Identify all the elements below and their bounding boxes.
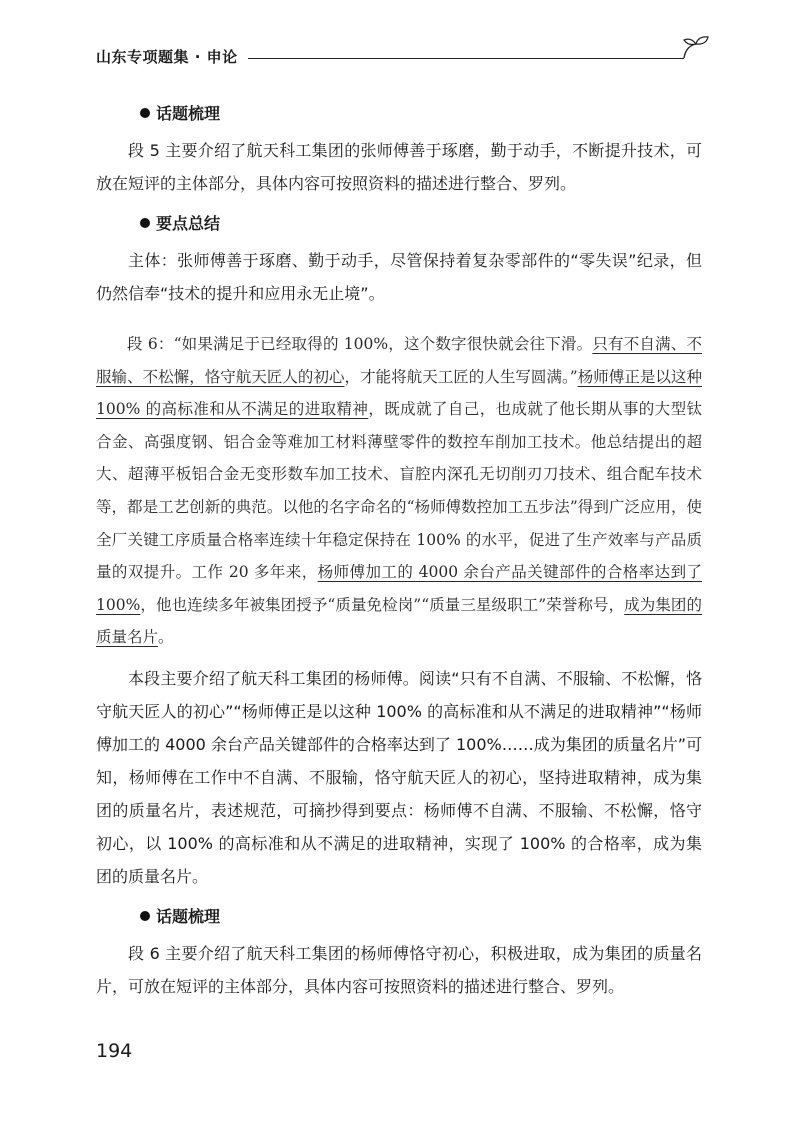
source-text: 段 6：“如果满足于已经取得的 100%，这个数字很快就会往下滑。	[127, 335, 593, 353]
page-header	[96, 46, 716, 74]
bullet-dot-icon	[140, 911, 150, 921]
underlined-text: 成为集团的质量名片	[96, 595, 702, 647]
source-text: ，才能将航天工匠的人生写圆满。”	[344, 367, 578, 386]
header-rule	[248, 58, 684, 59]
underlined-text: 杨师傅正是以这种 100% 的高标准和从不满足的进取精神	[96, 367, 702, 419]
summary-paragraph: 主体：张师傅善于琢磨、勤于动手，尽管保持着复杂零部件的“零失误”纪录，但仍然信奉“技术的提升和应用永无止境”。	[96, 251, 702, 303]
topic-bullet-2: 话题梳理	[96, 903, 702, 931]
page-number: 194	[96, 1040, 133, 1062]
header-title: 山东专项题集 · 申论	[96, 48, 238, 66]
topic-paragraph-2: 段 6 主要介绍了航天科工集团的杨师傅恪守初心，积极进取，成为集团的质量名片，可放在短评的主体部分，具体内容可按照资料的描述进行整合、罗列。	[96, 943, 702, 996]
bullet-dot-icon	[140, 218, 150, 228]
source-text: ，他也连续多年被集团授予“质量免检岗”“质量三星级职工”荣誉称号，	[140, 595, 625, 614]
bullet-dot-icon	[140, 108, 150, 118]
topic-paragraph-1: 段 5 主要介绍了航天科工集团的张师傅善于琢磨，勤于动手，不断提升技术，可放在短评的主体部分，具体内容可按照资料的描述进行整合、罗列。	[96, 141, 702, 193]
topic-bullet-1: 话题梳理	[96, 100, 702, 128]
source-text: ，既成就了自己，也成就了他长期从事的大型钛合金、高强度钢、铝合金等难加工材料薄壁零件的数控车削加工技术。他总结提出的超大、超薄平板铝合金无变形数车加工技术、盲腔内深孔无切削刃刀技术、组合配车技术等，都是工艺创新的典范。以他的名字命名的“杨师傅数控加工五步法”得到广泛应用，使全厂关键工序质量合格率连续十年稳定保持在 100% 的水平，促进了生产效率与产品质量的双提升。工作 20 多年来，	[96, 400, 702, 582]
page-content	[96, 100, 702, 1013]
underlined-text: 杨师傅加工的 4000 余台产品关键部件的合格率达到了 100%	[96, 563, 702, 614]
source-paragraph-6	[96, 328, 702, 654]
summary-bullet: 要点总结	[96, 210, 702, 238]
sprout-icon	[676, 32, 716, 62]
underlined-text: 只有不自满、不服输、不松懈，恪守航天匠人的初心	[96, 335, 702, 386]
source-text: 。	[158, 628, 174, 647]
analysis-paragraph: 本段主要介绍了航天科工集团的杨师傅。阅读“只有不自满、不服输、不松懈，恪守航天匠人的初心”“杨师傅正是以这种 100% 的高标准和从不满足的进取精神”“杨师傅加工的 4000 余台产品关键部件的合格率达到了 100%……成为集团的质量名片”可知，杨师傅在工作中不自满、不服输，恪守航天匠人的初心，坚持进取精神，成为集团的质量名片，表述规范，可摘抄得到要点：杨师傅不自满、不服输、不松懈，恪守初心，以 100% 的高标准和从不满足的进取精神，实现了 100% 的合格率，成为集团的质量名片。	[96, 668, 703, 886]
